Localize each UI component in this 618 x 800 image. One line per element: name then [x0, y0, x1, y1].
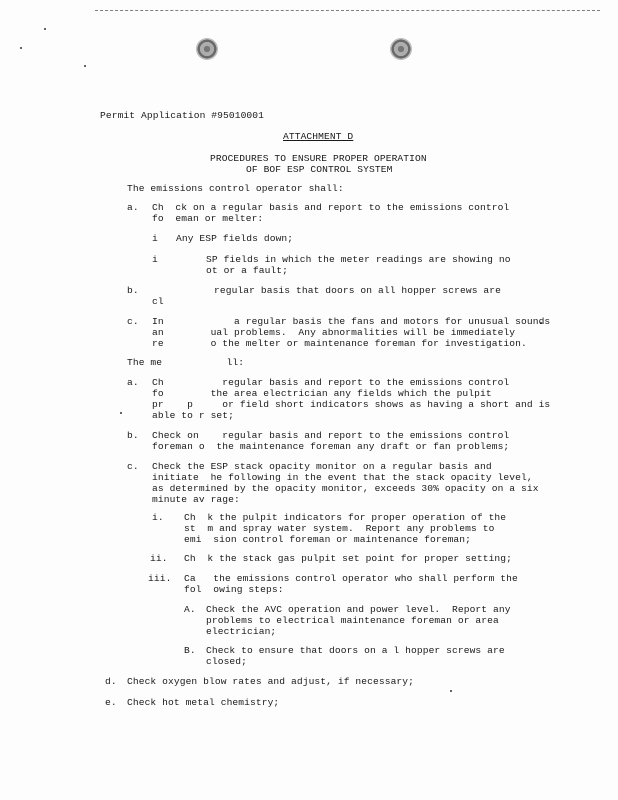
section-2-intro: The me ll:: [127, 357, 245, 368]
item-2a-line-2: fo the area electrician any fields which the pulpit: [152, 388, 492, 399]
item-2c-line-3: as determined by the opacity monitor, exceeds 30% opacity on a six: [152, 483, 539, 494]
item-2b-label: b.: [127, 430, 139, 441]
item-2b-line-2: foreman o the maintenance foreman any draft or fan problems;: [152, 441, 510, 452]
item-c-line-1: In a regular basis the fans and motors for unusual sounds: [152, 316, 551, 327]
item-a-label: a.: [127, 202, 139, 213]
step-B-line-1: Check to ensure that doors on a l hopper screws are: [206, 645, 505, 656]
item-2a-line-4: able to r set;: [152, 410, 235, 421]
scan-speck: [20, 47, 22, 49]
item-2c-iii-line-2: fol owing steps:: [184, 584, 284, 595]
item-e-label: e.: [105, 697, 117, 708]
step-A-label: A.: [184, 604, 196, 615]
item-a-line-1: Ch ck on a regular basis and report to the emissions control: [152, 202, 510, 213]
item-c-line-3: re o the melter or maintenance foreman for investigation.: [152, 338, 527, 349]
heading-line-2: OF BOF ESP CONTROL SYSTEM: [246, 164, 393, 175]
item-a-line-2: fo eman or melter:: [152, 213, 264, 224]
item-2c-i-line-2: st m and spray water system. Report any problems to: [184, 523, 495, 534]
seal-right-icon: [390, 38, 412, 60]
item-e-text: Check hot metal chemistry;: [127, 697, 280, 708]
item-b-line-2: cl: [152, 296, 164, 307]
item-d-text: Check oxygen blow rates and adjust, if necessary;: [127, 676, 415, 687]
item-2c-line-1: Check the ESP stack opacity monitor on a regular basis and: [152, 461, 492, 472]
heading-line-1: PROCEDURES TO ENSURE PROPER OPERATION: [210, 153, 427, 164]
scan-speck: [44, 28, 46, 30]
item-2c-i-label: i.: [152, 512, 164, 523]
item-2c-line-2: initiate he following in the event that the stack opacity level,: [152, 472, 533, 483]
permit-number: Permit Application #95010001: [100, 110, 265, 121]
item-a-ii-line-1: SP fields in which the meter readings are showing no: [206, 254, 511, 265]
section-1-intro: The emissions control operator shall:: [127, 183, 344, 194]
item-c-line-2: an ual problems. Any abnormalities will be immediately: [152, 327, 516, 338]
item-2c-i-line-1: Ch k the pulpit indicators for proper operation of the: [184, 512, 507, 523]
step-B-line-2: closed;: [206, 656, 248, 667]
item-2a-line-1: Ch regular basis and report to the emissions control: [152, 377, 510, 388]
item-2b-line-1: Check on regular basis and report to the emissions control: [152, 430, 510, 441]
item-2c-line-4: minute av rage:: [152, 494, 240, 505]
scan-header-line: [95, 10, 600, 11]
step-B-label: B.: [184, 645, 196, 656]
item-2c-ii-label: ii.: [150, 553, 168, 564]
scan-speck: [84, 65, 86, 67]
item-2c-iii-line-1: Ca the emissions control operator who shall perform the: [184, 573, 518, 584]
item-c-label: c.: [127, 316, 139, 327]
item-a-i-text: Any ESP fields down;: [176, 233, 294, 244]
item-a-i-label: i: [152, 233, 158, 244]
seal-left-icon: [196, 38, 218, 60]
scan-speck: [450, 690, 452, 692]
item-2a-line-3: pr p or field short indicators shows as having a short and is: [152, 399, 551, 410]
item-d-label: d.: [105, 676, 117, 687]
item-b-line-1: regular basis that doors on all hopper screws are: [214, 285, 502, 296]
attachment-title: ATTACHMENT D: [283, 131, 354, 142]
step-A-line-2: problems to electrical maintenance foreman or area: [206, 615, 499, 626]
step-A-line-1: Check the AVC operation and power level. Report any: [206, 604, 511, 615]
item-2c-label: c.: [127, 461, 139, 472]
item-a-ii-line-2: ot or a fault;: [206, 265, 289, 276]
item-b-label: b.: [127, 285, 139, 296]
item-2c-iii-label: iii.: [148, 573, 172, 584]
item-2c-i-line-3: emi sion control foreman or maintenance foreman;: [184, 534, 472, 545]
item-a-ii-label: i: [152, 254, 158, 265]
item-2c-ii-text: Ch k the stack gas pulpit set point for proper setting;: [184, 553, 513, 564]
item-2a-label: a.: [127, 377, 139, 388]
scan-speck: [120, 412, 122, 414]
step-A-line-3: electrician;: [206, 626, 277, 637]
